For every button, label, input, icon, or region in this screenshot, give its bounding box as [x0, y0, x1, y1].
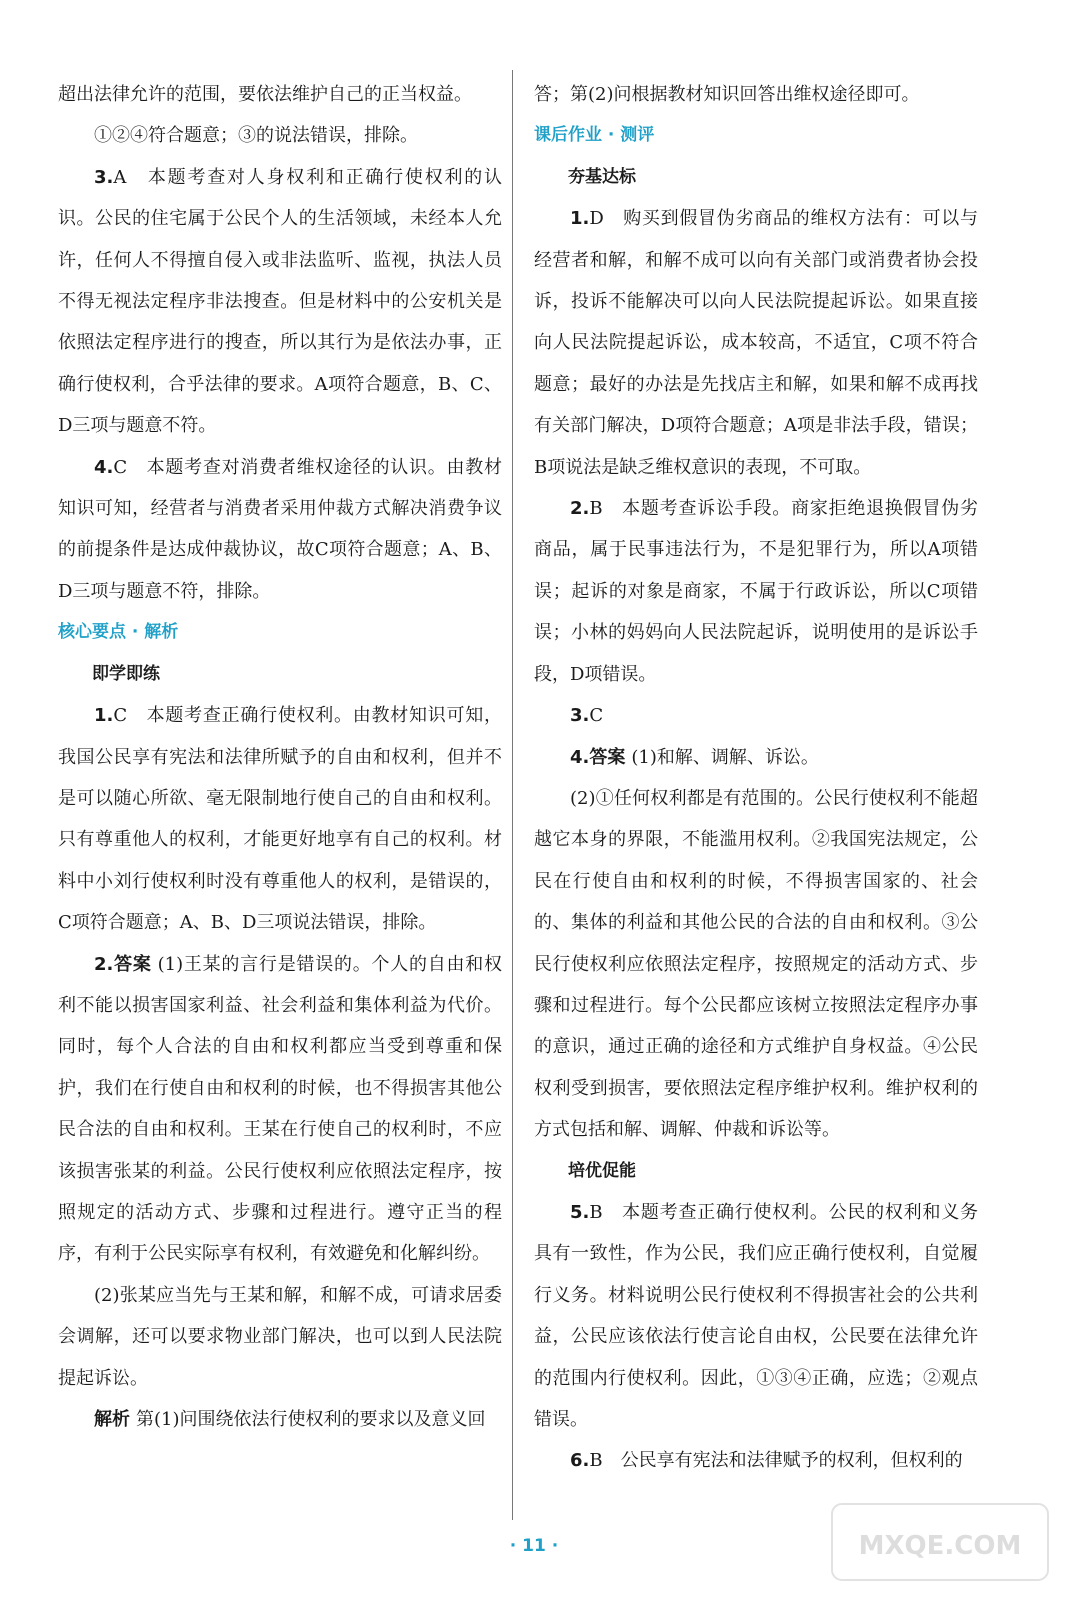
- hw-answer-4-part1: (1)和解、调解、诉讼。: [631, 746, 819, 768]
- hw-answer-4-label: 答案: [589, 746, 626, 768]
- left-column: [58, 74, 502, 1440]
- column-divider: [512, 70, 513, 1520]
- core-answer-1-number: 1.: [94, 705, 114, 727]
- hw-answer-3-number: 3.: [570, 705, 590, 727]
- analysis-text: 第(1)问围绕依法行使权利的要求以及意义回: [136, 1409, 486, 1430]
- hw-answer-5: [534, 1192, 978, 1440]
- answer-3-text: A 本题考查对人身权利和正确行使权利的认识。公民的住宅属于公民个人的生活领域，未经本人允许，任何人不得擅自侵入或非法监听、监视，执法人员不得无视法定程序非法搜查。但是材料中的公安机关是依照法定程序进行的搜查，所以其行为是依法办事，正确行使权利，合乎法律的要求。A项符合题意，B、C、D三项与题意不符。: [58, 166, 502, 437]
- left-line-1: 超出法律允许的范围，要依法维护自己的正当权益。: [58, 84, 472, 105]
- right-line-1: 答；第(2)问根据教材知识回答出维权途径即可。: [534, 84, 920, 105]
- hw-answer-5-number: 5.: [570, 1201, 590, 1223]
- section-heading-core: 核心要点 · 解析: [58, 622, 179, 643]
- core-answer-2-part2: (2)张某应当先与王某和解，和解不成，可请求居委会调解，还可以要求物业部门解决，也可以到人民法院提起诉讼。: [58, 1284, 502, 1389]
- core-answer-2-label: 答案: [113, 953, 152, 975]
- section-heading-homework: 课后作业 · 测评: [534, 125, 655, 146]
- subheading-hangji: 夯基达标: [568, 166, 636, 187]
- analysis-label: 解析: [94, 1409, 130, 1430]
- subheading-peiyou: 培优促能: [568, 1160, 636, 1181]
- hw-answer-2: [534, 488, 978, 695]
- hw-answer-1-number: 1.: [570, 208, 590, 230]
- watermark-text: MXQE.COM: [858, 1531, 1022, 1561]
- hw-answer-6: [534, 1440, 978, 1481]
- hw-answer-6-text: B 公民享有宪法和法律赋予的权利，但权利的: [589, 1450, 963, 1472]
- answer-4-number: 4.: [94, 456, 114, 478]
- core-answer-1-text: C 本题考查正确行使权利。由教材知识可知，我国公民享有宪法和法律所赋予的自由和权利，但并不是可以随心所欲、毫无限制地行使自己的自由和权利。只有尊重他人的权利，才能更好地享有自己的权利。材料中小刘行使权利时没有尊重他人的权利，是错误的，C项符合题意；A、B、D三项说法错误，排除。: [58, 705, 502, 934]
- answer-3-number: 3.: [94, 166, 114, 188]
- answer-4-text: C 本题考查对消费者维权途径的认识。由教材知识可知，经营者与消费者采用仲裁方式解决消费争议的前提条件是达成仲裁协议，故C项符合题意；A、B、D三项与题意不符，排除。: [58, 456, 502, 602]
- hw-answer-4-part2: (2)①任何权利都是有范围的。公民行使权利不能超越它本身的界限，不能滥用权利。②我国宪法规定，公民在行使自由和权利的时候，不得损害国家的、社会的、集体的利益和其他公民的合法的自由和权利。③公民行使权利应依照法定程序，按照规定的活动方式、步骤和过程进行。每个公民都应该树立按照法定程序办事的意识，通过正确的途径和方式维护自身权益。④公民权利受到损害，要依照法定程序维护权利。维护权利的方式包括和解、调解、仲裁和诉讼等。: [534, 787, 978, 1141]
- core-answer-2-number: 2.: [94, 953, 114, 975]
- answer-3: [58, 157, 502, 447]
- hw-answer-1: [534, 198, 978, 488]
- hw-answer-5-text: B 本题考查正确行使权利。公民的权利和义务具有一致性，作为公民，我们应正确行使权利，自觉履行义务。材料说明公民行使权利不得损害社会的公共利益，公民应该依法行使言论自由权，公民要在法律允许的范围内行使权利。因此，①③④正确，应选；②观点错误。: [534, 1201, 978, 1430]
- core-answer-2: [58, 944, 502, 1275]
- left-line-2: ①②④符合题意；③的说法错误，排除。: [94, 125, 418, 147]
- subheading-jixue: 即学即练: [92, 663, 160, 684]
- hw-answer-2-number: 2.: [570, 498, 590, 520]
- watermark-logo: [830, 1502, 1050, 1582]
- hw-answer-2-text: B 本题考查诉讼手段。商家拒绝退换假冒伪劣商品，属于民事违法行为，不是犯罪行为，所以A项错误；起诉的对象是商家，不属于行政诉讼，所以C项错误；小林的妈妈向人民法院起诉，说明使用的是诉讼手段，D项错误。: [534, 498, 978, 685]
- hw-answer-3: [534, 695, 978, 736]
- hw-answer-1-text: D 购买到假冒伪劣商品的维权方法有：可以与经营者和解，和解不成可以向有关部门或消费者协会投诉，投诉不能解决可以向人民法院提起诉讼。如果直接向人民法院提起诉讼，成本较高，不适宜，C项不符合题意；最好的办法是先找店主和解，如果和解不成再找有关部门解决，D项符合题意；A项是非法手段，错误；B项说法是缺乏维权意识的表现，不可取。: [534, 208, 978, 478]
- page-number: · 11 ·: [509, 1536, 559, 1556]
- core-answer-2-analysis: [58, 1399, 502, 1440]
- hw-answer-6-number: 6.: [570, 1450, 590, 1472]
- right-column: [534, 74, 978, 1482]
- hw-answer-4-number: 4.: [570, 746, 590, 768]
- core-answer-2-part1: (1)王某的言行是错误的。个人的自由和权利不能以损害国家利益、社会利益和集体利益为代价。同时，每个人合法的自由和权利都应当受到尊重和保护，我们在行使自由和权利的时候，也不得损害其他公民合法的自由和权利。王某在行使自己的权利时，不应该损害张某的利益。公民行使权利应依照法定程序，按照规定的活动方式、步骤和过程进行。遵守正当的程序，有利于公民实际享有权利，有效避免和化解纠纷。: [58, 953, 503, 1265]
- hw-answer-4: [534, 737, 978, 778]
- hw-answer-3-text: C: [589, 705, 604, 727]
- answer-4: [58, 447, 502, 613]
- core-answer-1: [58, 695, 502, 943]
